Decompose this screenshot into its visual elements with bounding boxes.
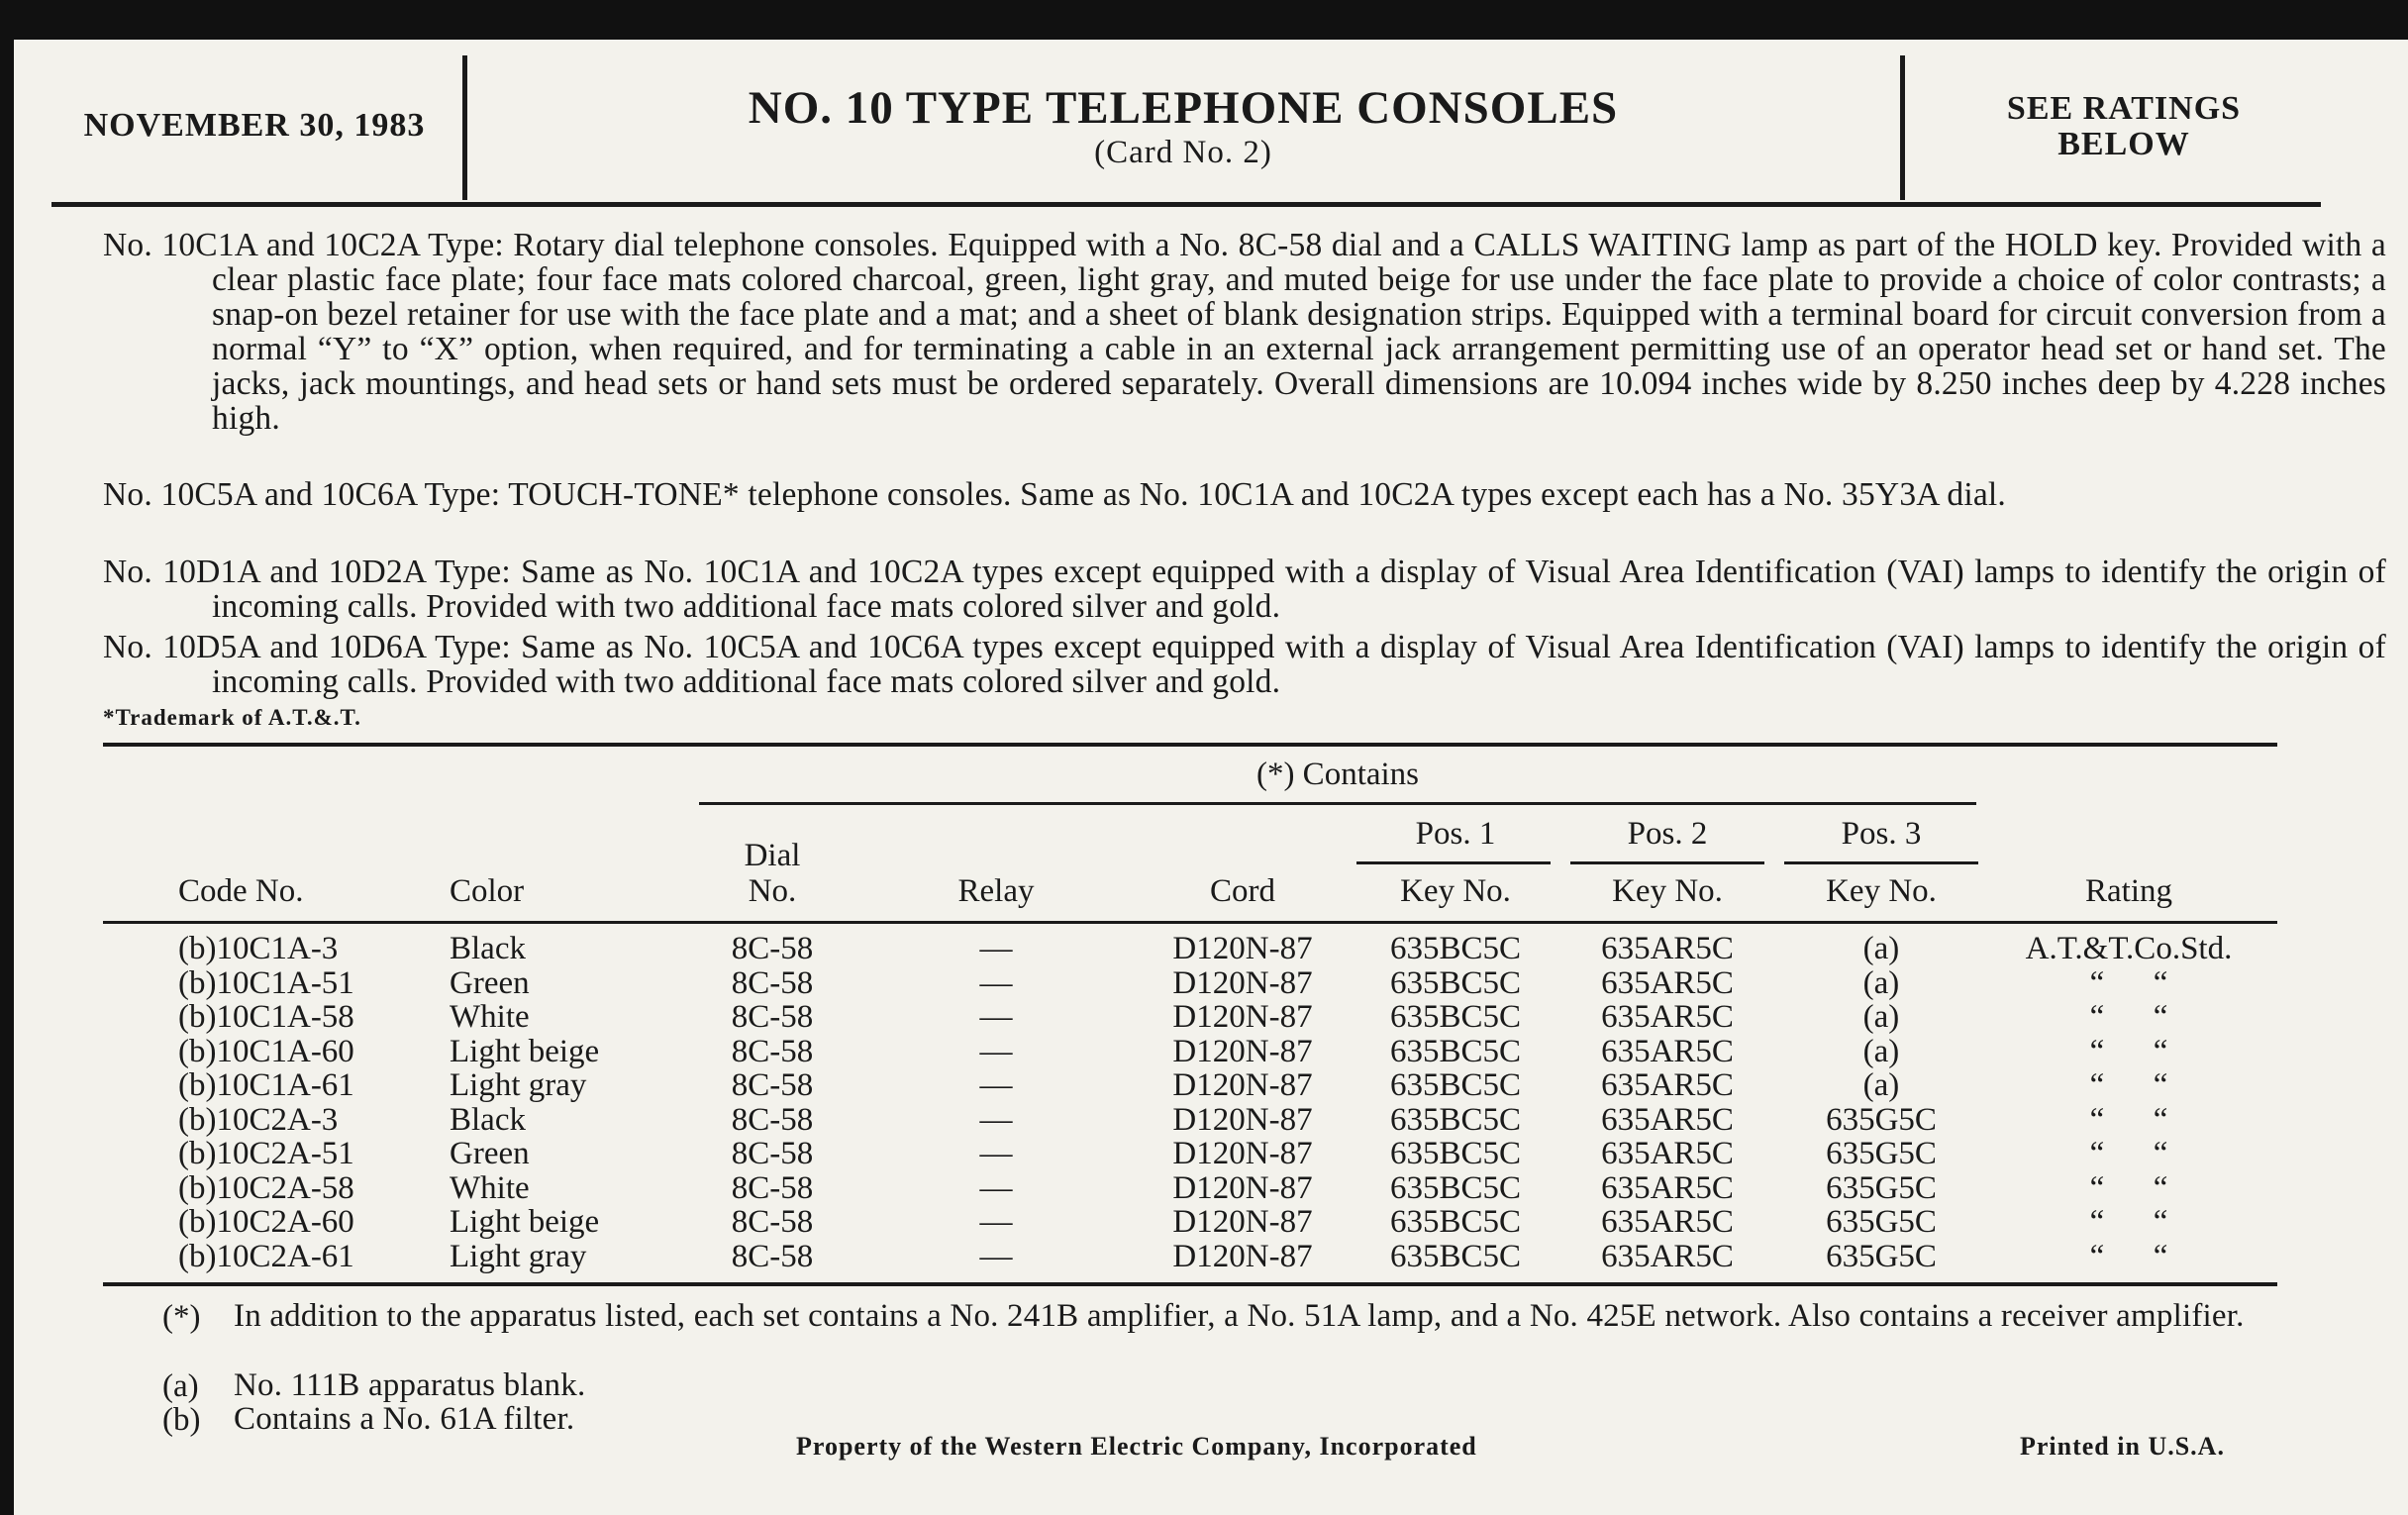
- pos1-key-cell: 635BC5C: [1389, 1101, 1522, 1138]
- pos2-key-cell: 635AR5C: [1601, 964, 1734, 1001]
- pos1-key-cell: 635BC5C: [1389, 1238, 1522, 1274]
- rating-cell: “ “: [2089, 1101, 2168, 1138]
- pos3-key-cell: (a): [1862, 1033, 1900, 1069]
- dial-header-line1: Dial: [744, 838, 801, 873]
- pos3-key-cell: 635G5C: [1826, 1136, 1937, 1171]
- relay-cell: —: [979, 1033, 1013, 1069]
- pos1-key-cell: 635BC5C: [1389, 1136, 1522, 1171]
- description-10d5a: No. 10D5A and 10D6A Type: Same as No. 10C5A and 10C6A types except equipped with a display of Visual Area Identification (VAI) lamps to identify the origin of incoming calls. Provided with two additional face mats colored silver and gold.: [103, 629, 2386, 700]
- pos2-key-cell: 635AR5C: [1601, 1238, 1734, 1274]
- pos1-key-cell: 635BC5C: [1389, 1067, 1522, 1103]
- cord-cell: D120N-87: [1172, 1169, 1313, 1206]
- cord-cell: D120N-87: [1172, 1067, 1313, 1103]
- cord-cell: D120N-87: [1172, 1136, 1313, 1171]
- rating-cell: “ “: [2089, 1238, 2168, 1274]
- relay-cell: —: [979, 1204, 1013, 1240]
- property-notice: Property of the Western Electric Company, Incorporated: [796, 1432, 1477, 1461]
- rating-cell: “ “: [2089, 1204, 2168, 1240]
- dial-cell: 8C-58: [731, 964, 814, 1001]
- relay-cell: —: [979, 1067, 1013, 1103]
- pos3-key-cell: (a): [1862, 999, 1900, 1035]
- description-10c5a: No. 10C5A and 10C6A Type: TOUCH-TONE* telephone consoles. Same as No. 10C1A and 10C2A types except each has a No. 35Y3A dial.: [103, 476, 2007, 513]
- code-cell: (b)10C1A-60: [178, 1033, 354, 1069]
- dial-cell: 8C-58: [731, 1238, 814, 1274]
- pos1-key-cell: 635BC5C: [1389, 1169, 1522, 1206]
- header-rating-note: [1911, 91, 2337, 162]
- rating-cell: “ “: [2089, 1067, 2168, 1103]
- contains-header: (*) Contains: [1255, 757, 1420, 792]
- code-cell: (b)10C1A-51: [178, 964, 354, 1001]
- dial-cell: 8C-58: [731, 1033, 814, 1069]
- rating-cell: “ “: [2089, 1033, 2168, 1069]
- code-cell: (b)10C2A-51: [178, 1136, 354, 1171]
- pos2-header: Pos. 2: [1627, 816, 1708, 852]
- footnote-a-text: No. 111B apparatus blank.: [234, 1367, 586, 1403]
- page-subtitle: (Card No. 2): [1094, 135, 1272, 170]
- rating-cell: A.T.&T.Co.Std.: [2025, 931, 2233, 966]
- pos3-rule: [1784, 861, 1978, 864]
- pos3-key-cell: (a): [1862, 931, 1900, 966]
- relay-cell: —: [979, 1238, 1013, 1274]
- color-cell: Black: [450, 931, 526, 966]
- dial-cell: 8C-58: [731, 1067, 814, 1103]
- rating-cell: “ “: [2089, 999, 2168, 1035]
- cord-cell: D120N-87: [1172, 999, 1313, 1035]
- relay-cell: —: [979, 999, 1013, 1035]
- color-cell: Light gray: [450, 1238, 587, 1274]
- pos3-key-cell: 635G5C: [1826, 1238, 1937, 1274]
- code-cell: (b)10C2A-61: [178, 1238, 354, 1274]
- pos3-key-cell: 635G5C: [1826, 1101, 1937, 1138]
- table-header-rule: [103, 921, 2277, 924]
- pos2-key-cell: 635AR5C: [1601, 999, 1734, 1035]
- color-cell: Green: [450, 964, 530, 1001]
- footnote-b-text: Contains a No. 61A filter.: [234, 1401, 575, 1437]
- pos1-key-header: Key No.: [1400, 873, 1511, 909]
- pos3-key-header: Key No.: [1826, 873, 1937, 909]
- color-header: Color: [450, 873, 525, 909]
- cord-cell: D120N-87: [1172, 1033, 1313, 1069]
- pos2-key-cell: 635AR5C: [1601, 1136, 1734, 1171]
- printed-notice: Printed in U.S.A.: [2020, 1432, 2225, 1461]
- cord-cell: D120N-87: [1172, 931, 1313, 966]
- dial-cell: 8C-58: [731, 1136, 814, 1171]
- footnote-mark-b: (b): [162, 1402, 201, 1438]
- code-cell: (b)10C2A-3: [178, 1101, 339, 1138]
- relay-cell: —: [979, 931, 1013, 966]
- pos2-key-cell: 635AR5C: [1601, 1101, 1734, 1138]
- cord-cell: D120N-87: [1172, 1101, 1313, 1138]
- cord-cell: D120N-87: [1172, 1238, 1313, 1274]
- pos3-key-cell: (a): [1862, 1067, 1900, 1103]
- rating-cell: “ “: [2089, 1136, 2168, 1171]
- cord-cell: D120N-87: [1172, 964, 1313, 1001]
- dial-cell: 8C-58: [731, 999, 814, 1035]
- card-date: NOVEMBER 30, 1983: [83, 107, 426, 144]
- pos1-key-cell: 635BC5C: [1389, 999, 1522, 1035]
- description-10d1a: No. 10D1A and 10D2A Type: Same as No. 10C1A and 10C2A types except equipped with a display of Visual Area Identification (VAI) lamps to identify the origin of incoming calls. Provided with two additional face mats colored silver and gold.: [103, 554, 2386, 625]
- code-cell: (b)10C2A-60: [178, 1204, 354, 1240]
- pos2-key-cell: 635AR5C: [1601, 1033, 1734, 1069]
- pos1-key-cell: 635BC5C: [1389, 964, 1522, 1001]
- pos1-key-cell: 635BC5C: [1389, 1033, 1522, 1069]
- color-cell: Green: [450, 1136, 530, 1171]
- footnote-star-text: In addition to the apparatus listed, each set contains a No. 241B amplifier, a No. 51A lamp, and a No. 425E network. Also contains a receiver amplifier.: [234, 1298, 2245, 1334]
- pos3-header: Pos. 3: [1841, 816, 1922, 852]
- dial-cell: 8C-58: [731, 1101, 814, 1138]
- rating-header: Rating: [2085, 873, 2172, 909]
- table-top-rule: [103, 743, 2277, 747]
- pos1-key-cell: 635BC5C: [1389, 931, 1522, 966]
- relay-cell: —: [979, 1169, 1013, 1206]
- pos1-header: Pos. 1: [1415, 816, 1496, 852]
- pos2-key-cell: 635AR5C: [1601, 1067, 1734, 1103]
- rating-cell: “ “: [2089, 964, 2168, 1001]
- code-header: Code No.: [178, 873, 304, 909]
- color-cell: Light beige: [450, 1033, 600, 1069]
- pos2-key-cell: 635AR5C: [1601, 1204, 1734, 1240]
- dial-cell: 8C-58: [731, 931, 814, 966]
- cord-header: Cord: [1210, 873, 1275, 909]
- pos2-key-cell: 635AR5C: [1601, 931, 1734, 966]
- table-bottom-rule: [103, 1282, 2277, 1286]
- code-cell: (b)10C1A-61: [178, 1067, 354, 1103]
- color-cell: White: [450, 999, 530, 1035]
- rating-cell: “ “: [2089, 1169, 2168, 1206]
- color-cell: White: [450, 1169, 530, 1206]
- cord-cell: D120N-87: [1172, 1204, 1313, 1240]
- pos2-key-header: Key No.: [1612, 873, 1723, 909]
- pos3-key-cell: 635G5C: [1826, 1204, 1937, 1240]
- trademark-note: *Trademark of A.T.&.T.: [103, 705, 361, 730]
- color-cell: Black: [450, 1101, 526, 1138]
- pos1-rule: [1356, 861, 1551, 864]
- color-cell: Light gray: [450, 1067, 587, 1103]
- pos3-key-cell: (a): [1862, 964, 1900, 1001]
- relay-cell: —: [979, 964, 1013, 1001]
- rating-note-line1: SEE RATINGS: [2006, 90, 2242, 127]
- pos1-key-cell: 635BC5C: [1389, 1204, 1522, 1240]
- contains-rule: [699, 802, 1976, 805]
- relay-cell: —: [979, 1101, 1013, 1138]
- pos2-rule: [1570, 861, 1764, 864]
- rating-note-line2: BELOW: [2057, 126, 2190, 162]
- code-cell: (b)10C1A-58: [178, 999, 354, 1035]
- footnote-mark-a: (a): [162, 1368, 199, 1404]
- code-cell: (b)10C1A-3: [178, 931, 339, 966]
- pos2-key-cell: 635AR5C: [1601, 1169, 1734, 1206]
- description-10c1a: No. 10C1A and 10C2A Type: Rotary dial telephone consoles. Equipped with a No. 8C-58 dial and a CALLS WAITING lamp as part of the HOLD key. Provided with a clear plastic face plate; four face mats colored charcoal, green, light gray, and muted beige for use under the face plate to provide a choice of color contrasts; a snap-on bezel retainer for use with the face plate and a mat; and a sheet of blank designation strips. Equipped with a terminal board for circuit conversion from a normal “Y” to “X” option, when required, and for terminating a cable in an external jack arrangement permitting use of an operator head set or hand set. The jacks, jack mountings, and head sets or hand sets must be ordered separately. Overall dimensions are 10.094 inches wide by 8.250 inches deep by 4.228 inches high.: [103, 227, 2386, 437]
- relay-header: Relay: [957, 873, 1035, 909]
- dial-cell: 8C-58: [731, 1169, 814, 1206]
- dial-header-line2: No.: [748, 873, 797, 909]
- dial-cell: 8C-58: [731, 1204, 814, 1240]
- code-cell: (b)10C2A-58: [178, 1169, 354, 1206]
- page-title: NO. 10 TYPE TELEPHONE CONSOLES: [748, 82, 1619, 134]
- footnote-mark-star: (*): [162, 1299, 201, 1335]
- pos3-key-cell: 635G5C: [1826, 1169, 1937, 1206]
- color-cell: Light beige: [450, 1204, 600, 1240]
- header-divider-right: [1900, 55, 1905, 200]
- header-rule: [51, 202, 2321, 207]
- relay-cell: —: [979, 1136, 1013, 1171]
